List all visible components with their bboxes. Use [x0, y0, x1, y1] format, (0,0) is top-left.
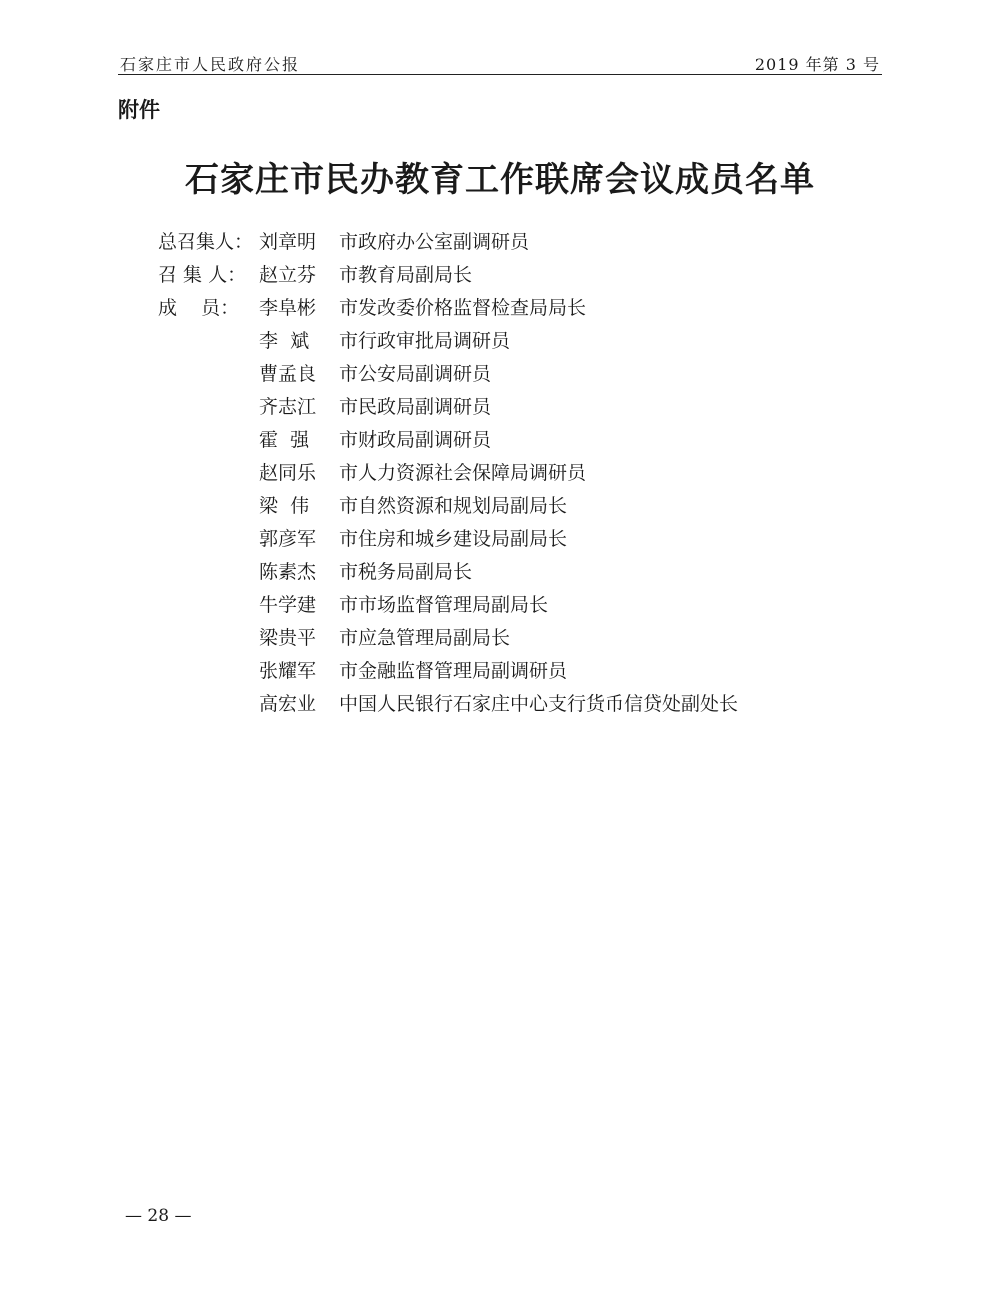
publication-name: 石家庄市人民政府公报 — [120, 55, 301, 74]
member-row — [158, 657, 858, 690]
member-row — [158, 360, 858, 393]
member-name: 梁 伟 — [259, 495, 310, 517]
member-name: 赵立芬 — [259, 264, 317, 286]
member-position: 中国人民银行石家庄中心支行货币信贷处副处长 — [339, 693, 739, 715]
member-name: 牛学建 — [259, 594, 317, 616]
member-name: 李 斌 — [259, 330, 310, 352]
member-position: 市应急管理局副局长 — [339, 627, 511, 649]
member-position: 市税务局副局长 — [339, 561, 473, 583]
member-row — [158, 624, 858, 657]
member-name: 曹孟良 — [259, 363, 317, 385]
member-name: 李阜彬 — [259, 297, 317, 319]
member-row — [158, 558, 858, 591]
member-position: 市住房和城乡建设局副局长 — [339, 528, 568, 550]
member-row — [158, 294, 858, 327]
member-row — [158, 228, 858, 261]
member-position: 市行政审批局调研员 — [339, 330, 511, 352]
member-name: 齐志江 — [259, 396, 317, 418]
member-position: 市财政局副调研员 — [339, 429, 492, 451]
member-name: 郭彦军 — [259, 528, 317, 550]
member-name: 陈素杰 — [259, 561, 317, 583]
member-row — [158, 261, 858, 294]
member-row — [158, 426, 858, 459]
member-position: 市公安局副调研员 — [339, 363, 492, 385]
member-name: 霍 强 — [259, 429, 310, 451]
document-title: 石家庄市民办教育工作联席会议成员名单 — [185, 160, 815, 200]
member-position: 市教育局副局长 — [339, 264, 473, 286]
member-list — [158, 228, 858, 723]
member-row — [158, 459, 858, 492]
page-number: — 28 — — [125, 1206, 192, 1226]
member-position: 市发改委价格监督检查局局长 — [339, 297, 587, 319]
member-name: 梁贵平 — [259, 627, 317, 649]
member-row — [158, 393, 858, 426]
member-name: 刘章明 — [259, 231, 317, 253]
member-position: 市自然资源和规划局副局长 — [339, 495, 568, 517]
member-name: 高宏业 — [259, 693, 317, 715]
member-position: 市金融监督管理局副调研员 — [339, 660, 568, 682]
member-position: 市市场监督管理局副局长 — [339, 594, 549, 616]
member-position: 市民政局副调研员 — [339, 396, 492, 418]
member-name: 赵同乐 — [259, 462, 317, 484]
member-position: 市政府办公室副调研员 — [339, 231, 530, 253]
issue-number: 2019 年第 3 号 — [754, 55, 880, 74]
attachment-label: 附件 — [118, 98, 160, 122]
member-row — [158, 327, 858, 360]
member-row — [158, 525, 858, 558]
member-role: 召 集 人： — [158, 264, 247, 286]
member-row — [158, 492, 858, 525]
member-role: 成 员： — [158, 297, 240, 319]
page-header — [118, 50, 882, 75]
member-row — [158, 690, 858, 723]
member-position: 市人力资源社会保障局调研员 — [339, 462, 587, 484]
member-name: 张耀军 — [259, 660, 317, 682]
member-role: 总召集人： — [158, 231, 254, 253]
member-row — [158, 591, 858, 624]
